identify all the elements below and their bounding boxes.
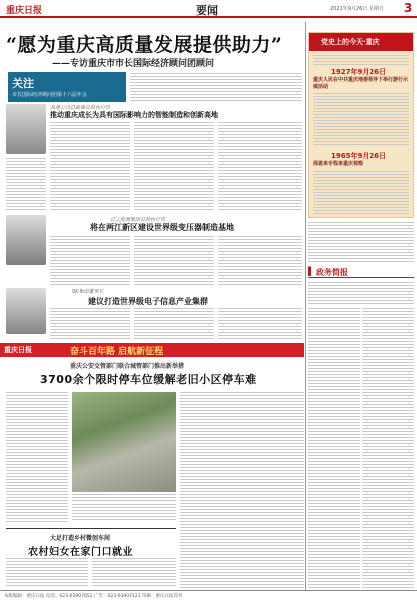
- interview-body-3a: [50, 308, 130, 340]
- parking-body-right: [180, 392, 304, 588]
- brief-body: [308, 282, 414, 304]
- interview-kicker-2: 日立能源集团首席执行官: [110, 217, 166, 223]
- sidebar-upper-text: [308, 222, 414, 262]
- history-item2-date: 1965年9月26日: [331, 152, 387, 160]
- parking-photo-caption: [72, 494, 176, 502]
- interview-headline-1: 推动重庆成长为具有国际影响力的智能制造和创新高地: [50, 111, 218, 119]
- rural-divider: [6, 528, 176, 529]
- history-item1-body: [313, 93, 409, 147]
- interview-body-1a: [50, 122, 130, 212]
- feature-badge: [8, 72, 126, 102]
- masthead: [0, 0, 417, 18]
- interview-body-2a: [50, 236, 130, 286]
- lead-subtitle: ——专访重庆市市长国际经济顾问团顾问: [52, 59, 215, 69]
- footer: [0, 590, 417, 600]
- feature-badge-label: 关注: [12, 77, 34, 90]
- interview-photo-1: [6, 104, 46, 154]
- interview-body-2b: [134, 236, 214, 286]
- history-item2-title: 周恩来专程来重庆视察: [313, 161, 364, 167]
- history-item2-body: [313, 171, 409, 215]
- column-rule: [305, 22, 306, 590]
- parking-photo: [72, 392, 176, 492]
- history-box: [308, 32, 414, 218]
- interview-kicker-1: 高通公司总裁兼首席执行官: [50, 105, 111, 111]
- lead-headline: “愿为重庆高质量发展提供助力”: [6, 34, 283, 56]
- banner-text: 奋斗百年路 启航新征程: [70, 347, 164, 357]
- right-col-b: [362, 308, 414, 588]
- interview-body-3b: [134, 308, 214, 340]
- centenary-banner: [0, 343, 304, 357]
- lead-intro-text: [130, 73, 302, 101]
- newspaper-logo: 重庆日报: [6, 6, 43, 16]
- parking-body-left: [6, 392, 68, 522]
- parking-body-mid: [72, 504, 176, 522]
- parking-headline: 3700余个限时停车位缓解老旧小区停车难: [40, 373, 257, 386]
- interview-kicker-3: SK集团董事长: [72, 289, 104, 295]
- brief-header: [308, 266, 414, 278]
- history-banner: [309, 33, 413, 51]
- interview-photo-3: [6, 288, 46, 334]
- feature-badge-caption: 市长国际经济顾问团第十六届年会: [12, 92, 88, 98]
- date-line: 2021年9月26日 星期日: [330, 6, 384, 12]
- interview-body-1d: [6, 158, 46, 212]
- rural-body-b: [92, 558, 176, 588]
- rural-body-a: [6, 558, 88, 588]
- interview-body-3c: [218, 308, 302, 340]
- rural-headline: 农村妇女在家门口就业: [28, 547, 133, 558]
- footer-text: 本版编辑：重庆日报 电话：023-63907051 广告：023-63907121 印刷：重庆日报印务: [4, 594, 183, 599]
- banner-tag: 重庆日报: [4, 346, 32, 354]
- interview-body-1b: [134, 122, 214, 212]
- history-intro: [313, 55, 409, 65]
- history-banner-title: 党史上的今天·重庆: [321, 38, 380, 46]
- rural-kicker: 大足打造乡村微创车间: [50, 535, 111, 542]
- interview-photo-2: [6, 215, 46, 265]
- parking-kicker: 重庆公安交管部门联合城管部门推出新举措: [70, 363, 185, 370]
- section-title: 要闻: [196, 4, 218, 17]
- interview-headline-2: 将在两江新区建设世界级变压器制造基地: [90, 223, 234, 232]
- brief-header-icon: ▌: [308, 267, 315, 276]
- page-number: 3: [404, 1, 413, 15]
- history-item1-title: 重庆人民在中共重庆地委领导下举行游行示威活动: [313, 77, 409, 90]
- history-item1-date: 1927年9月26日: [331, 68, 387, 76]
- interview-headline-3: 建议打造世界级电子信息产业集群: [88, 297, 208, 306]
- right-col-a: [308, 308, 360, 588]
- interview-body-1c: [218, 122, 302, 212]
- brief-header-title: 政务简报: [316, 268, 348, 277]
- interview-body-2c: [218, 236, 302, 286]
